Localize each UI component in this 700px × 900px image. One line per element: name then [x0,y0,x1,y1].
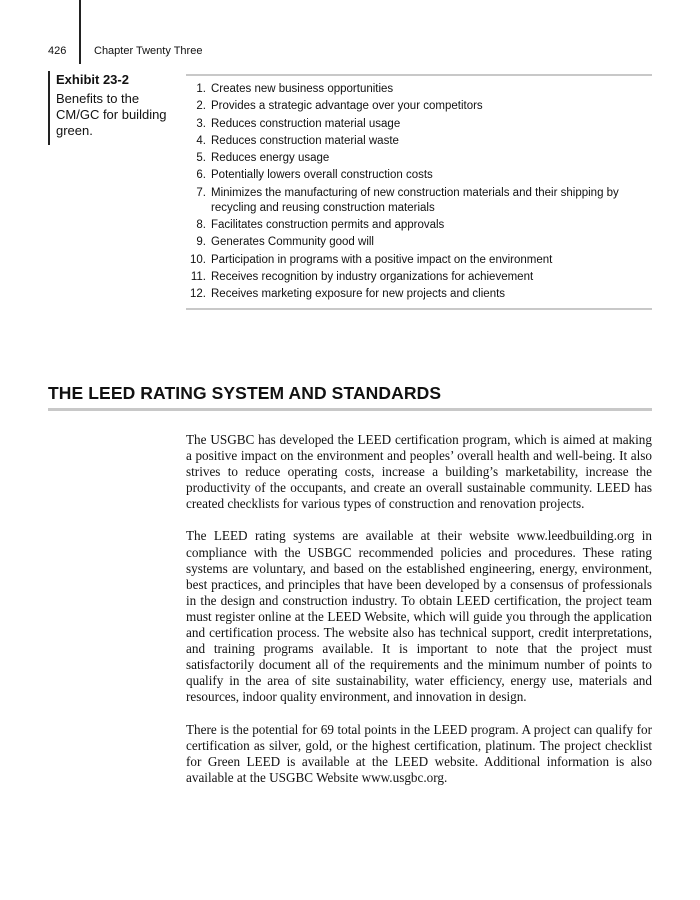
list-item-text: Reduces energy usage [211,152,330,165]
list-item [186,270,652,285]
list-item-number: 8. [196,219,206,232]
list-item-text: Creates new business opportunities [211,83,394,95]
list-item-number: 2. [196,100,206,113]
list-item [186,186,652,216]
exhibit-caption: Benefits to the CM/GC for building green. [56,91,167,138]
list-item-text: Minimizes the manufacturing of new construction materials and their shipping by recycling and reusing construction materials [211,186,619,214]
list-item-number: 3. [196,117,206,130]
list-item-number: 5. [196,152,206,165]
list-item [186,99,652,114]
list-item [186,151,652,166]
list-item [186,117,652,132]
list-item-text: Facilitates construction permits and approvals [211,219,445,232]
list-item-number: 11. [190,270,206,283]
list-item [186,287,652,302]
exhibit-caption-box [48,71,186,145]
list-item-number: 6. [196,169,206,182]
body-text [186,432,652,802]
list-item-number: 1. [196,83,206,95]
list-item-number: 4. [196,134,206,147]
list-item-number: 10. [190,253,206,266]
list-item [186,235,652,250]
list-item-text: Receives marketing exposure for new projects and clients [211,288,506,301]
list-item-number: 9. [196,236,206,249]
list-item-text: Receives recognition by industry organizations for achievement [211,270,534,283]
section-heading: THE LEED RATING SYSTEM AND STANDARDS [48,383,442,403]
exhibit-label: Exhibit 23-2 [56,72,129,87]
paragraph: There is the potential for 69 total points in the LEED program. A project can qualify for certification as silver, gold, or the highest certification, platinum. The project checklist for Green LEED is available at the LEED website. Additional information is also available at the USGBC Website www.usgbc.org. [186,721,652,785]
list-item-text: Generates Community good will [211,236,374,249]
list-item-text: Reduces construction material waste [211,134,399,147]
list-item [186,168,652,183]
list-item-text: Participation in programs with a positive impact on the environment [211,253,553,266]
list-item-text: Provides a strategic advantage over your competitors [211,100,483,113]
list-item-text: Reduces construction material usage [211,117,401,130]
paragraph: The LEED rating systems are available at their website www.leedbuilding.org in compliance with the USBGC recommended policies and procedures. These rating systems are voluntary, and based on the established engineering, energy, environment, best practices, and principles that have been developed by a consensus of professionals in the design and construction industry. To obtain LEED certification, the project team must register online at the LEED Website, which will guide you through the application and certification process. The website also has technical support, credit interpretations, and training programs available. It is important to note that the project must satisfactorily document all of the requirements and the minimum number of points to qualify in the area of site sustainability, water efficiency, energy use, materials and resources, indoor quality environment, and innovation in design. [186,528,652,705]
list-item [186,134,652,149]
list-item-number: 12. [190,288,206,301]
list-item-text: Potentially lowers overall construction costs [211,169,433,182]
page-number: 426 [48,45,67,57]
list-item [186,218,652,233]
section-divider [48,408,652,411]
paragraph: The USGBC has developed the LEED certification program, which is aimed at making a positive impact on the environment and peoples’ overall health and well-being. It also strives to reduce operating costs, increase a building’s marketability, increase the productivity of the occupants, and create an overall sustainable community. LEED has created checklists for various types of construction and renovation projects. [186,432,652,512]
list-item [186,253,652,268]
exhibit-list [186,74,652,310]
chapter-title: Chapter Twenty Three [94,45,203,57]
list-item-number: 7. [196,186,206,199]
list-item [186,82,652,97]
header-divider [79,0,81,64]
